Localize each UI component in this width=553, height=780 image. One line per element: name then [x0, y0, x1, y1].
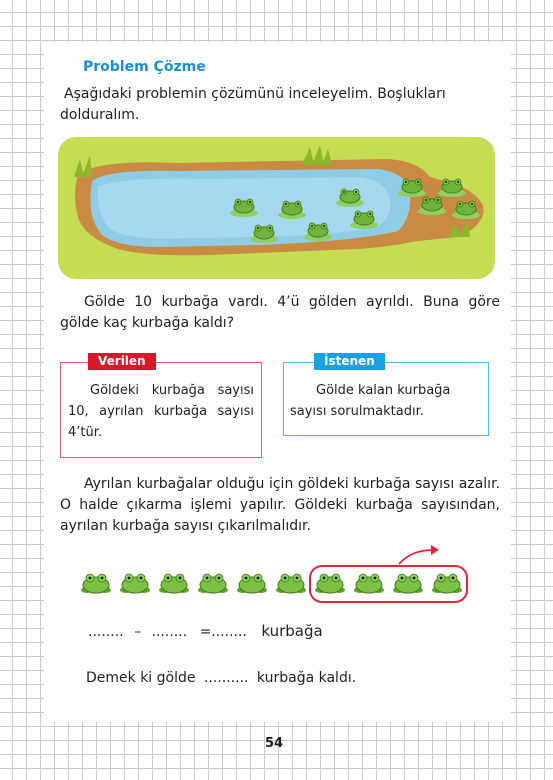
leaving-arrow-icon: [395, 544, 443, 566]
frog-icon: [276, 574, 306, 593]
given-text: Göldeki kurbağa sayısı 10, ayrılan kurbağa sayısı 4’tür.: [68, 383, 254, 440]
equation-blank-2[interactable]: ........: [151, 624, 188, 640]
given-tag: Verilen: [88, 353, 156, 370]
frog-row: [78, 562, 478, 604]
frog-icon: [237, 574, 267, 593]
page-number: 54: [265, 736, 284, 751]
conclusion: [86, 670, 356, 686]
frog-icon: [198, 574, 228, 593]
asked-text: Gölde kalan kurbağa sayısı sorulmaktadır.: [290, 383, 451, 419]
frog-icon: [159, 574, 189, 593]
pond-illustration: [58, 137, 495, 279]
intro-text: Aşağıdaki problemin çözümünü inceleyelim. Boşlukları dolduralım.: [60, 86, 446, 123]
section-heading: Problem Çözme: [83, 59, 206, 75]
problem-text: Gölde 10 kurbağa vardı. 4’ü gölden ayrıldı. Buna göre gölde kaç kurbağa kaldı?: [60, 294, 500, 331]
frog-icon: [120, 574, 150, 593]
conclusion-blank[interactable]: ..........: [203, 670, 249, 686]
asked-tag: İstenen: [314, 353, 385, 370]
equation-result[interactable]: =........: [199, 624, 247, 640]
conclusion-after: kurbağa kaldı.: [256, 670, 357, 686]
frog-icon: [354, 574, 384, 593]
equation-unit: kurbağa: [261, 622, 323, 640]
frog-icon: [81, 574, 111, 593]
frog-icon: [393, 574, 423, 593]
equation-blank-1[interactable]: ........: [88, 624, 124, 640]
frog-icon: [315, 574, 345, 593]
equation: [88, 622, 323, 640]
minus-sign: –: [134, 624, 142, 640]
frog-icon: [432, 574, 462, 593]
conclusion-before: Demek ki gölde: [86, 670, 196, 686]
explanation-text: Ayrılan kurbağalar olduğu için göldeki kurbağa sayısı azalır. O halde çıkarma işlemi yapılır. Göldeki kurbağa sayısından, ayrılan kurbağa sayısı çıkarılmalıdır.: [60, 476, 500, 534]
